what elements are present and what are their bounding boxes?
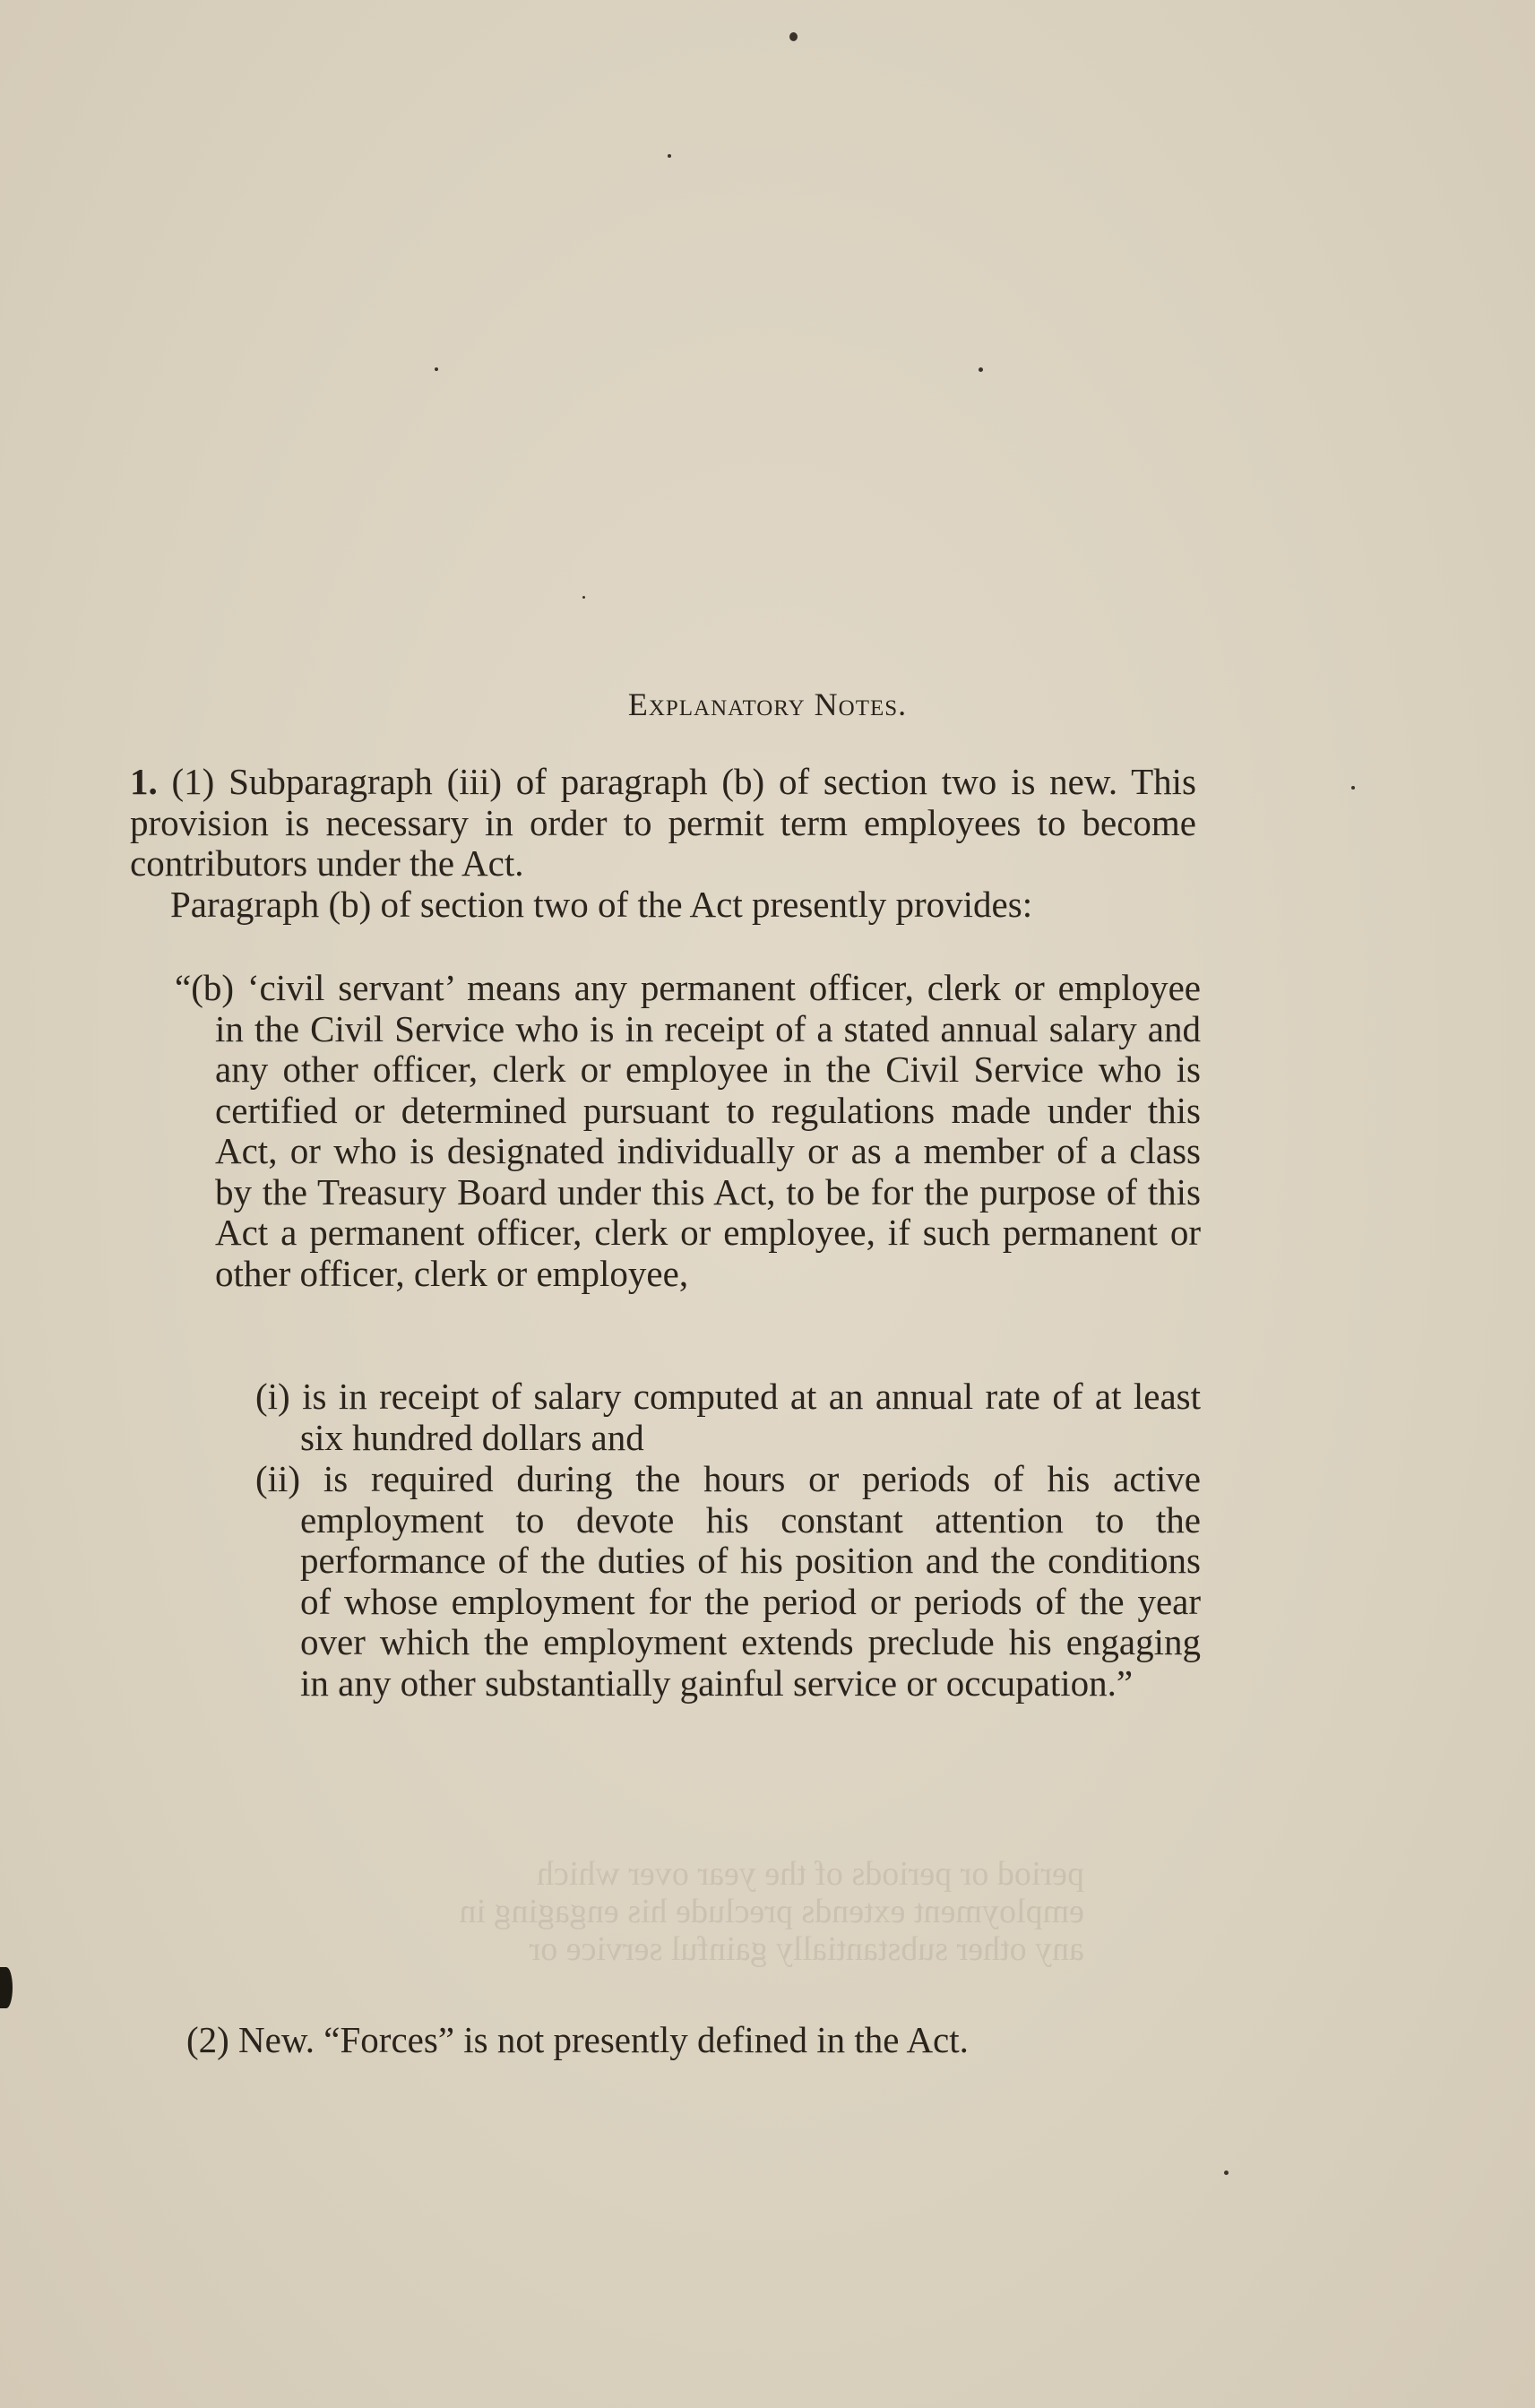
paper-speck — [789, 32, 798, 41]
subparagraph-i: (i) is in receipt of salary computed at an annual rate of at least six hundred dollars and — [255, 1376, 1201, 1458]
note-1-paragraph — [130, 762, 1196, 885]
paper-speck — [979, 367, 983, 372]
paper-speck — [1224, 2171, 1229, 2175]
edge-mark — [0, 1967, 13, 2008]
note-1-text: (1) Subparagraph (iii) of paragraph (b) of section two is new. This provision is necessary in order to permit term employees to become contributors under the Act. — [130, 761, 1196, 884]
note-1-intro: Paragraph (b) of section two of the Act presently provides: — [170, 884, 1033, 925]
note-number: 1. — [130, 761, 158, 802]
show-through-text: period or periods of the year over which employment extends preclude his engaging in any other substantially gainful service or — [459, 1855, 1084, 1968]
page-title: Explanatory Notes. — [627, 686, 908, 722]
paper-speck — [435, 367, 438, 371]
paper-speck — [668, 154, 671, 158]
subparagraph-ii: (ii) is required during the hours or periods of his active employment to devote his constant attention to the performance of the duties of his position and the conditions of whose employment for the period or periods of the year over which the employment extends preclude his engaging in any other substantially gainful service or occupation.” — [255, 1458, 1201, 1704]
note-2-paragraph: (2) New. “Forces” is not presently defined in the Act. — [186, 2019, 969, 2060]
quoted-provision: “(b) ‘civil servant’ means any permanent officer, clerk or employee in the Civil Service who is in receipt of a stated annual salary and any other officer, clerk or employee in the Civil Service who is certified or determined pursuant to regulations made under this Act, or who is designated individually or as a member of a class by the Treasury Board under this Act, to be for the purpose of this Act a permanent officer, clerk or employee, if such permanent or other officer, clerk or employee, — [175, 967, 1201, 1294]
paper-speck — [582, 596, 585, 599]
paper-speck — [1351, 786, 1355, 790]
